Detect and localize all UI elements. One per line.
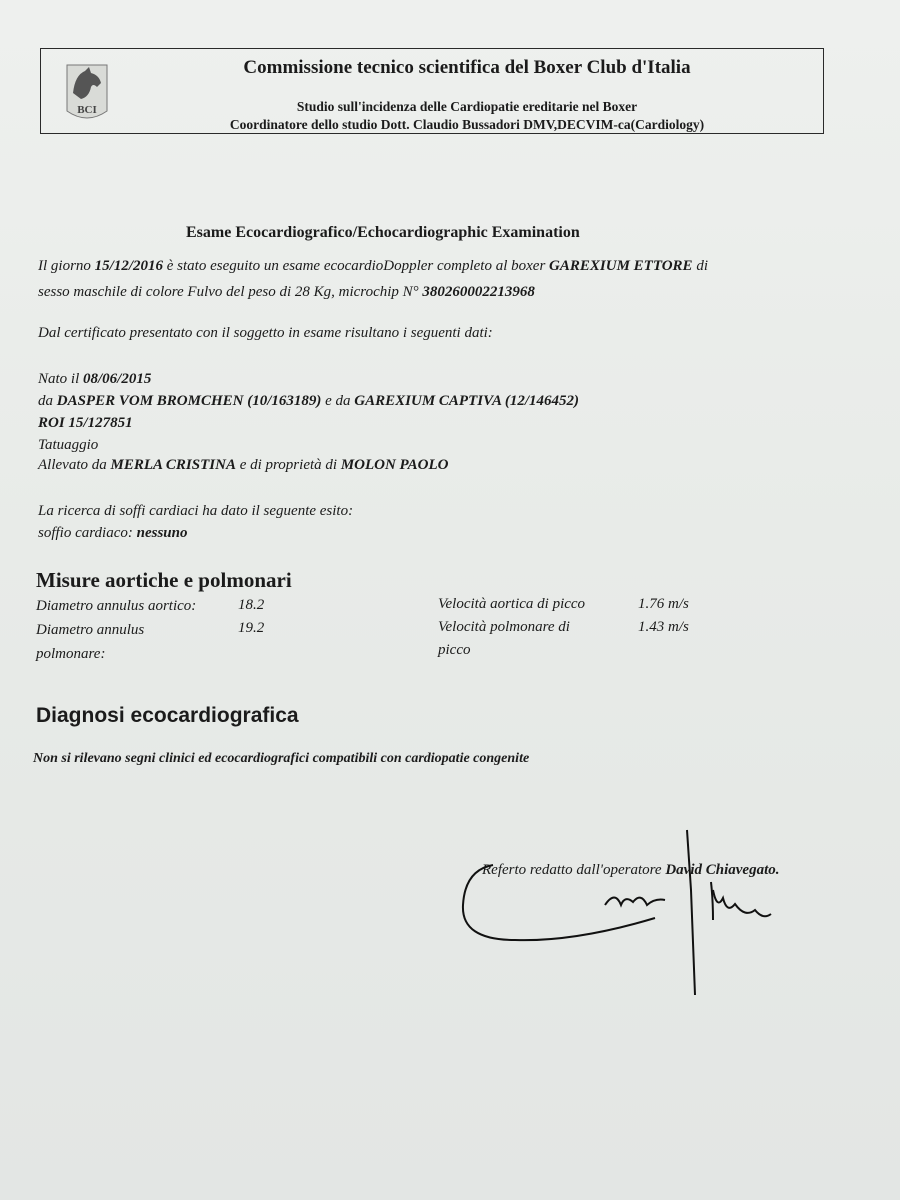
murmur-value: nessuno [136,525,188,541]
murmur-intro: La ricerca di soffi cardiaci ha dato il seguente esito: [38,503,354,519]
header-box [40,48,824,134]
aortic-velocity-label: Velocità aortica di picco [438,596,586,612]
aortic-velocity-value: 1.76 m/s [638,596,689,612]
sire: DASPER VOM BROMCHEN (10/163189) [56,393,322,409]
certificate-line: Dal certificato presentato con il soggetto in esame risultano i seguenti dati: [38,325,493,341]
dam: GAREXIUM CAPTIVA (12/146452) [354,393,580,409]
owner: MOLON PAOLO [340,457,449,473]
diagnosis-heading: Diagnosi ecocardiografica [36,704,299,727]
exam-title: Esame Ecocardiografico/Echocardiographic Examination [186,224,580,241]
intro-line-1: Il giorno 15/12/2016 è stato eseguito un esame ecocardioDoppler completo al boxer GAREXIUM ETTORE di [38,258,708,274]
club-title: Commissione tecnico scientifica del Boxer Club d'Italia [243,57,691,78]
logo-text: BCI [77,104,97,116]
breeder: MERLA CRISTINA [110,457,236,473]
pulm-velocity-label-1: Velocità polmonare di [438,619,570,635]
signature-line: Referto redatto dall'operatore David Chiavegato. [482,862,780,878]
roi-line: ROI 15/127851 [38,415,133,431]
pulm-annulus-label-1: Diametro annulus [36,622,145,638]
breeder-line: Allevato da MERLA CRISTINA e di proprietà di MOLON PAOLO [38,457,449,473]
birth-date-line: Nato il 08/06/2015 [38,371,152,387]
pulm-annulus-label-2: polmonare: [36,646,106,662]
handwritten-signature [455,810,795,1010]
study-title: Studio sull'incidenza delle Cardiopatie ereditarie nel Boxer [296,99,638,114]
aortic-annulus-value: 18.2 [238,597,265,613]
coordinator-line: Coordinatore dello studio Dott. Claudio Bussadori DMV,DECVIM-ca(Cardiology) [229,117,705,132]
measures-heading: Misure aortiche e polmonari [36,568,292,592]
pulm-velocity-label-2: picco [438,642,471,658]
diagnosis-text: Non si rilevano segni clinici ed ecocardiografici compatibili con cardiopatie congenite [33,751,530,766]
dog-name: GAREXIUM ETTORE [549,258,693,274]
tattoo-line: Tatuaggio [38,437,99,453]
intro-line-2: sesso maschile di colore Fulvo del peso di 28 Kg, microchip N° 380260002213968 [38,284,535,300]
murmur-result: soffio cardiaco: nessuno [38,525,188,541]
parents-line: da DASPER VOM BROMCHEN (10/163189) e da GAREXIUM CAPTIVA (12/146452) [38,393,580,409]
exam-date: 15/12/2016 [94,258,164,274]
pulm-velocity-value: 1.43 m/s [638,619,689,635]
aortic-annulus-label: Diametro annulus aortico: [36,598,197,614]
birth-date: 08/06/2015 [83,371,152,387]
pulm-annulus-value: 19.2 [238,620,265,636]
microchip-number: 380260002213968 [422,284,535,300]
operator-name: David Chiavegato. [665,862,780,878]
